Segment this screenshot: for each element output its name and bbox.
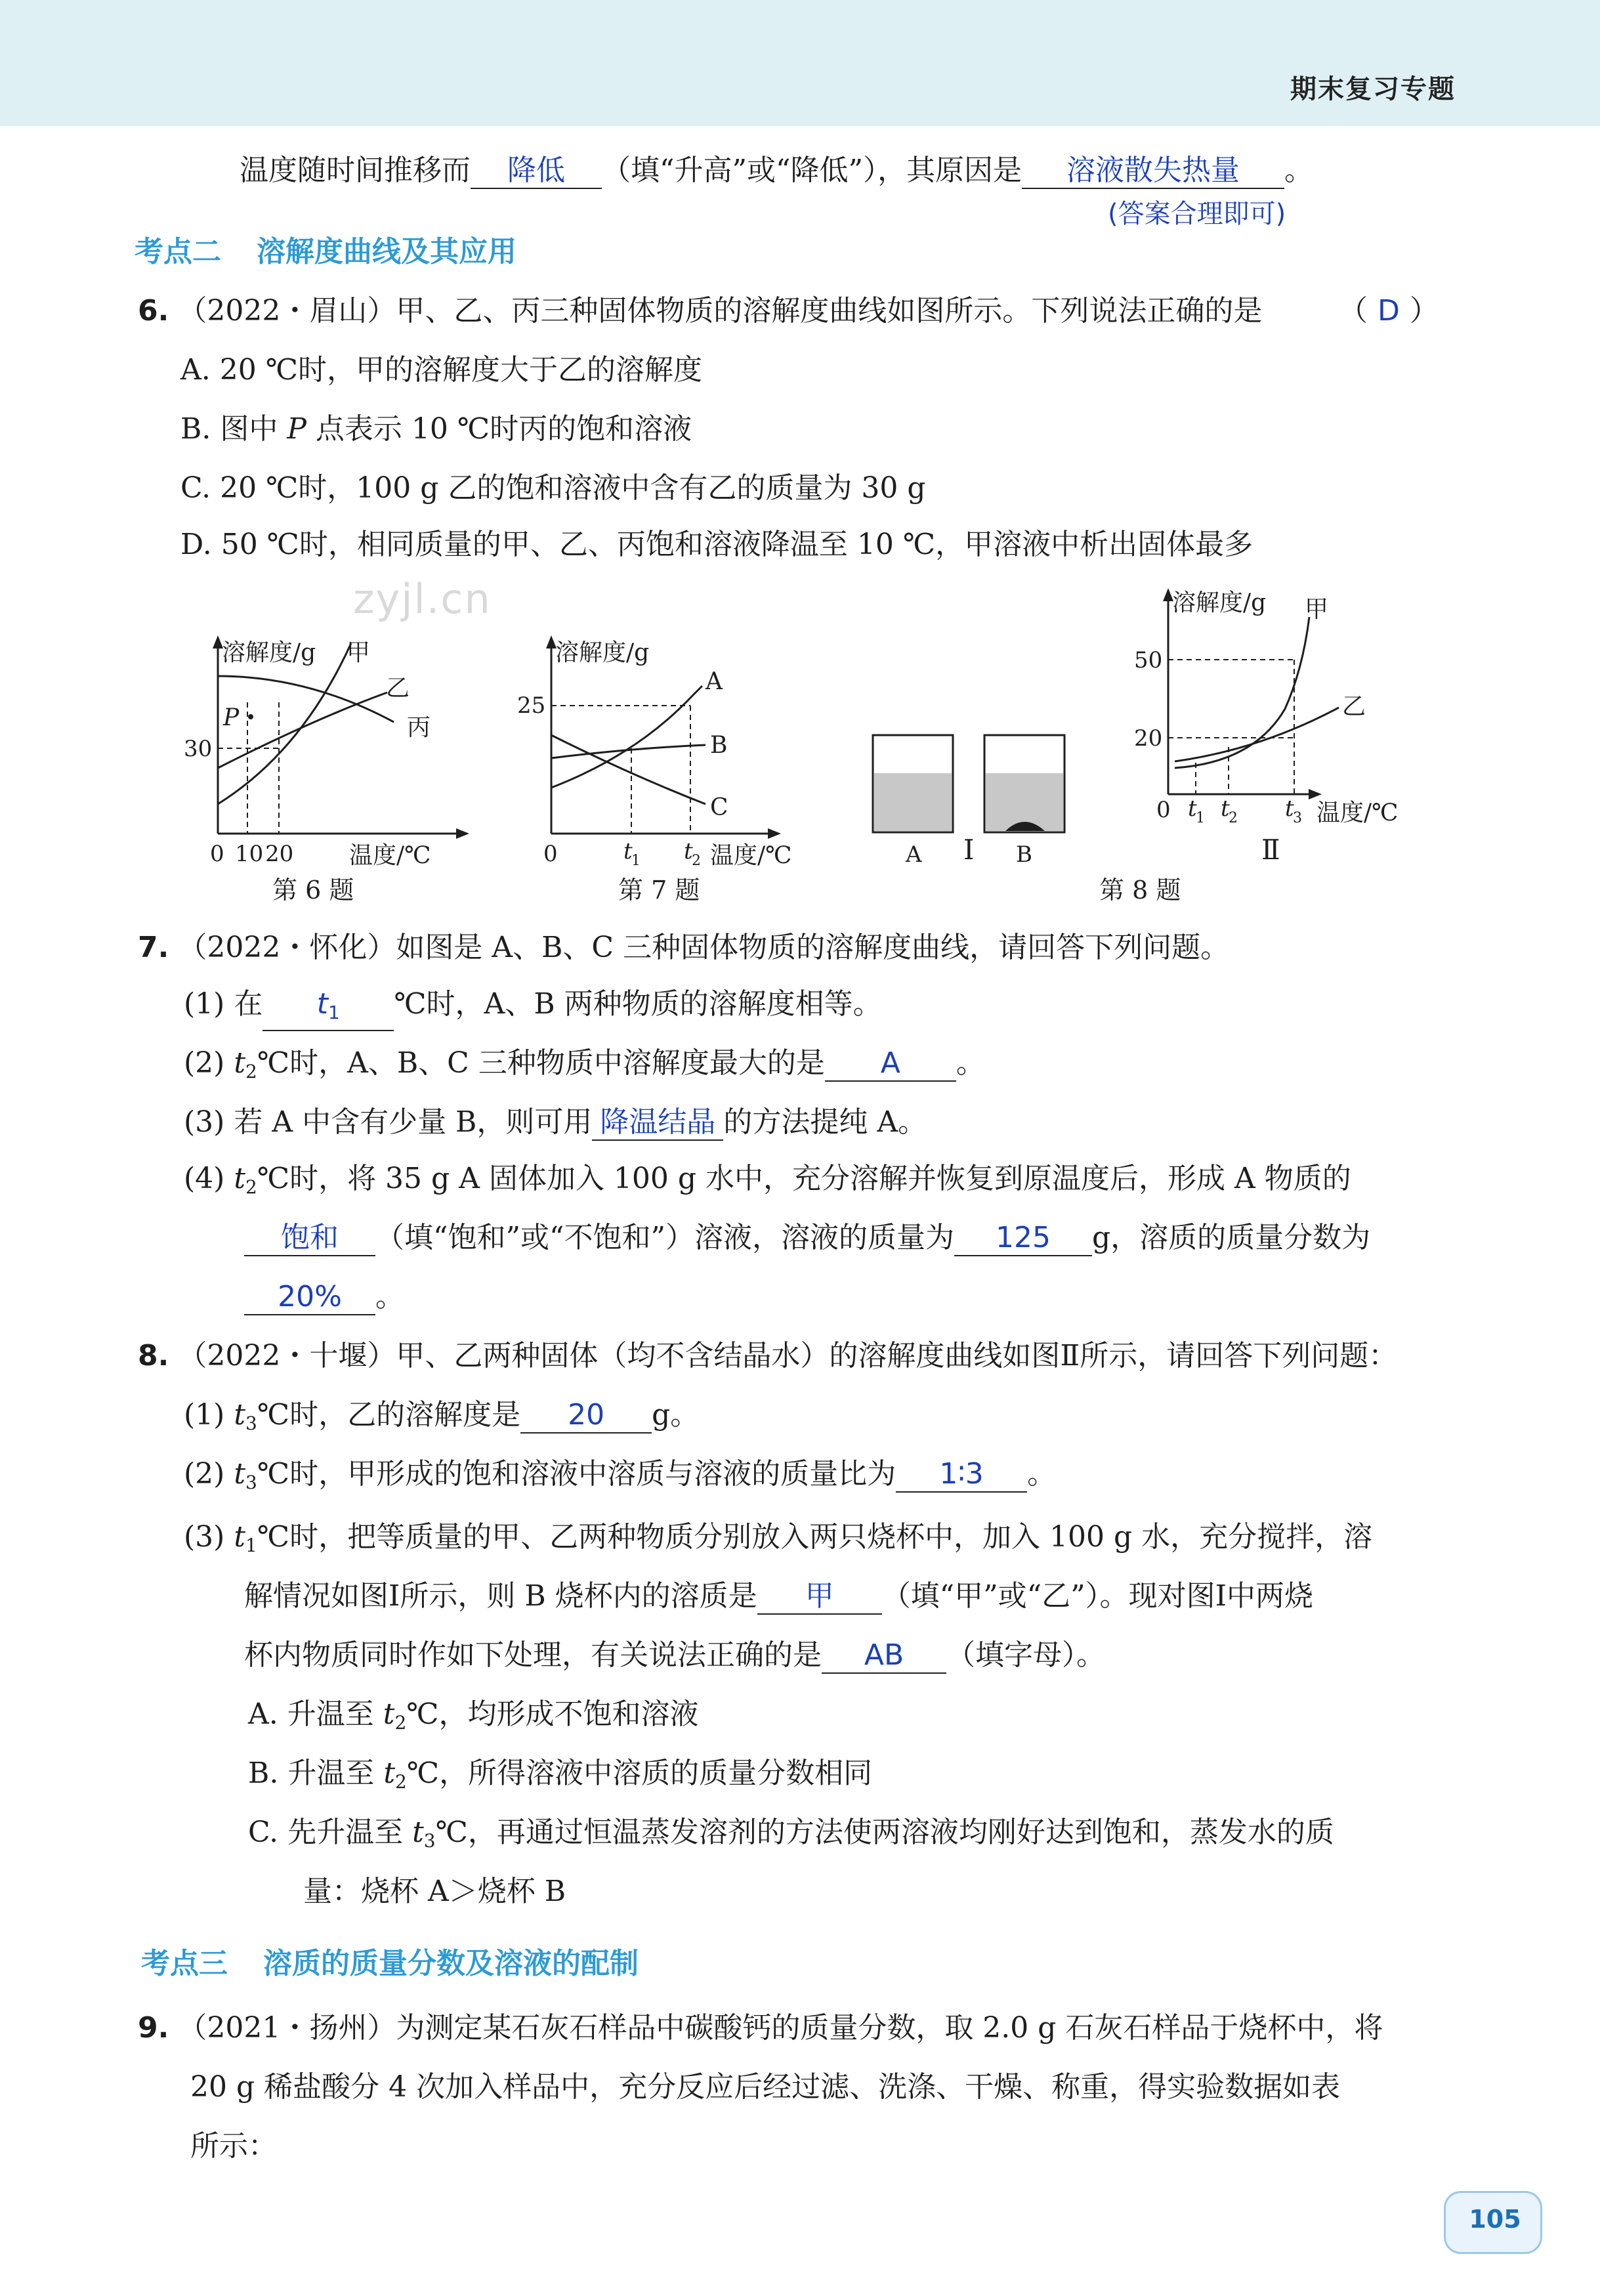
page-number-badge <box>1444 2191 1542 2254</box>
q8-part-3-t-sub: 1 <box>245 1535 257 1556</box>
q6-option-c-label: C. <box>180 471 211 505</box>
q8-part-2-post: 。 <box>1027 1457 1057 1491</box>
q7-part-2-post: 。 <box>956 1046 985 1080</box>
q7-part-4-label: (4) <box>184 1162 225 1195</box>
intro-blank-1 <box>471 154 602 189</box>
fig8-panel-i-label: Ⅰ <box>963 834 975 866</box>
figure-8-panel-i <box>860 689 1122 880</box>
q8-option-c-t-sub: 3 <box>423 1830 436 1852</box>
fig6-x-tick-10: 10 <box>235 841 264 867</box>
fig8-y-tick-50: 50 <box>1134 647 1163 673</box>
q8-part-1-post: g。 <box>652 1398 700 1432</box>
fig8-caption: 第 8 题 <box>1099 876 1181 904</box>
q7-part-1-answer-sub: 1 <box>328 1002 340 1023</box>
intro-note: (答案合理即可) <box>1108 199 1286 229</box>
fig7-curve-a <box>551 686 702 788</box>
fig8-x-arrow <box>1309 789 1322 799</box>
q6-stem: （2022・眉山）甲、乙、丙三种固体物质的溶解度曲线如图所示。下列说法正确的是 <box>178 294 1263 328</box>
fig7-curve-label-a: A <box>705 668 723 695</box>
q8-part-2-t-sub: 3 <box>245 1472 257 1493</box>
q6-answer: D <box>1378 294 1400 328</box>
q7-part-1-blank <box>263 987 394 1031</box>
q7-part-1-post: ℃时，A、B 两种物质的溶解度相等。 <box>394 987 882 1021</box>
q8-part-1-label: (1) <box>184 1398 225 1432</box>
q8-part-3-answer-1: 甲 <box>805 1579 834 1613</box>
fig7-xlabel: 温度/℃ <box>710 842 792 869</box>
q6-option-b-text: 点表示 10 ℃时丙的饱和溶液 <box>306 412 692 446</box>
fig8-curve-jia <box>1175 617 1309 768</box>
fig6-y-tick-30: 30 <box>184 736 213 762</box>
fig8-x-origin: 0 <box>1156 797 1171 823</box>
q8-part-2 <box>184 1455 1056 1502</box>
q8-option-b-post: ℃，所得溶液中溶质的质量分数相同 <box>406 1756 873 1790</box>
fig8-curve-label-jia: 甲 <box>1305 596 1329 623</box>
q8-option-a-post: ℃，均形成不饱和溶液 <box>406 1697 699 1731</box>
intro-prefix: 温度随时间推移而 <box>240 154 471 187</box>
fig6-xlabel: 温度/℃ <box>349 842 431 869</box>
fig8-curve-label-yi: 乙 <box>1342 693 1366 720</box>
q7-part-4-blank-2 <box>954 1221 1092 1256</box>
q8-stem: （2022・十堰）甲、乙两种固体（均不含结晶水）的溶解度曲线如图Ⅱ所示，请回答下列问题： <box>178 1339 1398 1372</box>
fig6-caption: 第 6 题 <box>272 876 354 904</box>
q8-option-b-pre: 升温至 <box>287 1756 384 1790</box>
q6-option-c <box>180 469 926 508</box>
q8-option-a-t-sub: 2 <box>394 1712 407 1733</box>
q7-part-1-answer: t <box>316 987 329 1021</box>
q8-option-c-line-2: 量：烧杯 A＞烧杯 B <box>303 1875 566 1908</box>
fig8-ylabel: 溶解度/g <box>1172 589 1267 616</box>
q6-stem-line <box>138 291 1262 331</box>
fig6-curve-yi <box>218 692 387 768</box>
section-2-label: 考点二 <box>135 235 221 268</box>
q7-part-3-pre: 若 A 中含有少量 B，则可用 <box>234 1105 593 1139</box>
q6-bracket-close: ） <box>1410 294 1439 328</box>
fig6-curve-label-bing: 丙 <box>407 714 431 741</box>
q7-part-4-answer-3: 20% <box>278 1280 342 1313</box>
fig8-curve-yi <box>1175 708 1339 761</box>
fig8-x-tick-t3-sub: 3 <box>1293 810 1302 826</box>
fig7-curve-label-c: C <box>710 794 728 821</box>
fig6-x-tick-0: 0 <box>210 841 224 867</box>
intro-middle: （填“升高”或“降低”），其原因是 <box>602 154 1022 187</box>
q7-part-3-post: 的方法提纯 A。 <box>723 1105 927 1139</box>
q6-option-b-point: P <box>287 412 306 446</box>
q6-option-b-label: B. <box>180 412 211 446</box>
fig8-x-tick-t1: t <box>1188 796 1197 822</box>
q9-line-2: 20 g 稀盐酸分 4 次加入样品中，充分反应后经过滤、洗涤、干燥、称重，得实验数据如表 <box>190 2070 1341 2104</box>
header-title: 期末复习专题 <box>1290 74 1456 104</box>
beaker-a-solution <box>874 773 952 831</box>
q8-part-1-pre: ℃时，乙的溶解度是 <box>257 1398 521 1432</box>
q7-part-2-answer: A <box>880 1046 900 1080</box>
q7-part-1 <box>184 985 882 1031</box>
q8-part-3-label: (3) <box>184 1520 225 1554</box>
q8-option-c-pre: 先升温至 <box>287 1816 413 1849</box>
fig8-xlabel: 温度/℃ <box>1316 799 1399 826</box>
q7-part-2-t-sub: 2 <box>245 1061 257 1082</box>
q8-part-2-blank <box>896 1457 1027 1493</box>
q6-bracket-open: （ <box>1339 294 1368 328</box>
q8-part-3-blank-1 <box>757 1579 882 1615</box>
q8-option-c <box>248 1813 1334 1861</box>
beaker-b-label: B <box>1016 841 1032 868</box>
q8-part-3-text-2-pre: 解情况如图Ⅰ所示，则 B 烧杯内的溶质是 <box>244 1579 757 1613</box>
q8-option-a <box>248 1695 699 1743</box>
q8-option-b-t-sub: 2 <box>395 1771 407 1793</box>
q9-line-1 <box>138 2009 1383 2048</box>
fig7-x-tick-t2-sub: 2 <box>692 853 701 869</box>
q7-part-2 <box>184 1044 985 1092</box>
q7-part-1-pre: 在 <box>234 987 263 1021</box>
q7-part-1-label: (1) <box>184 987 225 1021</box>
fig7-y-tick-25: 25 <box>517 692 546 719</box>
q8-option-b-t: t <box>383 1756 396 1790</box>
q8-option-b-label: B. <box>248 1756 279 1790</box>
q9-text-1: （2021・扬州）为测定某石灰石样品中碳酸钙的质量分数，取 2.0 g 石灰石样品于烧杯中，将 <box>178 2011 1383 2045</box>
figure-6 <box>177 630 486 880</box>
header-band <box>0 0 1600 126</box>
fig7-x-tick-t1: t <box>623 838 633 864</box>
q7-part-4-post-2: g，溶质的质量分数为 <box>1091 1221 1371 1254</box>
intro-blank-2 <box>1022 154 1284 189</box>
q8-part-3-line-1 <box>184 1518 1372 1565</box>
intro-answer-2: 溶液散失热量 <box>1066 154 1240 187</box>
q7-part-4-post-3: 。 <box>375 1280 404 1313</box>
q7-stem-line <box>138 928 1229 967</box>
q8-part-3-text-1: ℃时，把等质量的甲、乙两种物质分别放入两只烧杯中，加入 100 g 水，充分搅拌，溶 <box>257 1520 1373 1554</box>
q8-part-1-t: t <box>234 1398 246 1432</box>
q7-part-4-mid: （填“饱和”或“不饱和”）溶液，溶液的质量为 <box>375 1221 954 1254</box>
fig6-curve-label-yi: 乙 <box>386 675 410 702</box>
intro-line <box>240 151 1313 190</box>
intro-suffix: 。 <box>1284 154 1313 187</box>
fig6-x-tick-20: 20 <box>265 841 294 867</box>
q7-part-4-t: t <box>234 1162 246 1195</box>
q7-stem: （2022・怀化）如图是 A、B、C 三种固体物质的溶解度曲线，请回答下列问题。 <box>178 931 1230 964</box>
section-2-name: 溶解度曲线及其应用 <box>257 235 516 268</box>
q6-option-a <box>180 351 702 390</box>
fig8-panel-ii-label: Ⅱ <box>1261 834 1280 866</box>
fig8-x-tick-t2: t <box>1221 796 1230 822</box>
fig7-caption: 第 7 题 <box>618 876 700 904</box>
q8-option-c-post: ℃，再通过恒温蒸发溶剂的方法使两溶液均刚好达到饱和，蒸发水的质 <box>435 1816 1334 1849</box>
q7-part-2-label: (2) <box>184 1046 225 1080</box>
q7-part-4-line-2 <box>244 1218 1370 1258</box>
q9-number: 9. <box>138 2011 169 2045</box>
q6-option-b <box>180 410 692 449</box>
q8-option-a-pre: 升温至 <box>287 1697 383 1731</box>
q6-answer-bracket <box>1339 291 1439 331</box>
q7-part-4-t-sub: 2 <box>245 1176 257 1198</box>
q9-line-3: 所示： <box>190 2129 277 2163</box>
q8-part-3-text-3-post: （填字母）。 <box>946 1638 1105 1672</box>
q8-part-3-blank-2 <box>822 1638 946 1674</box>
fig7-ylabel: 溶解度/g <box>555 639 650 666</box>
q6-number: 6. <box>138 294 169 328</box>
q6-option-d-text: 50 ℃时，相同质量的甲、乙、丙饱和溶液降温至 10 ℃，甲溶液中析出固体最多 <box>221 528 1253 561</box>
fig6-point-p <box>248 714 253 719</box>
q8-part-1 <box>184 1395 699 1443</box>
q8-stem-line <box>138 1336 1397 1376</box>
fig7-curve-label-b: B <box>710 732 728 759</box>
q8-part-2-answer: 1∶3 <box>939 1457 984 1491</box>
q8-part-3-text-2-post: （填“甲”或“乙”）。现对图Ⅰ中两烧 <box>881 1579 1314 1613</box>
q8-part-3-line-2 <box>244 1577 1313 1616</box>
fig7-x-tick-t2: t <box>684 838 693 864</box>
fig6-x-arrow <box>456 828 469 839</box>
q8-part-2-t: t <box>234 1457 246 1491</box>
q7-part-4-line-3 <box>244 1277 404 1317</box>
figure-8-panel-ii <box>1116 578 1431 840</box>
q8-part-3-t: t <box>234 1520 246 1554</box>
q8-option-c-t: t <box>412 1816 424 1849</box>
fig6-curve-label-jia: 甲 <box>347 639 371 666</box>
q6-option-d <box>180 525 1253 564</box>
fig7-x-tick-t1-sub: 1 <box>631 853 641 869</box>
q8-option-c-label: C. <box>248 1816 279 1849</box>
q8-part-3-text-3-pre: 杯内物质同时作如下处理，有关说法正确的是 <box>244 1638 822 1672</box>
q6-option-a-label: A. <box>180 353 211 387</box>
q7-part-3 <box>184 1103 927 1142</box>
q7-part-3-blank <box>592 1105 723 1141</box>
fig6-ylabel: 溶解度/g <box>222 639 316 666</box>
q8-option-a-t: t <box>383 1697 395 1731</box>
q8-option-b <box>248 1754 872 1802</box>
q7-part-2-t: t <box>234 1046 246 1080</box>
q8-number: 8. <box>138 1339 169 1372</box>
page-number: 105 <box>1469 2205 1521 2234</box>
q7-part-2-blank <box>825 1046 956 1082</box>
q7-part-4-line-1 <box>184 1159 1351 1207</box>
intro-answer-1: 降低 <box>507 154 565 187</box>
q8-part-1-answer: 20 <box>568 1398 605 1432</box>
q8-part-3-answer-2: AB <box>864 1638 904 1672</box>
fig8-x-tick-t2-sub: 2 <box>1229 810 1238 826</box>
q7-number: 7. <box>138 931 169 964</box>
q6-option-b-pre: 图中 <box>220 412 287 446</box>
fig8-x-tick-t3: t <box>1285 796 1294 822</box>
fig8-x-tick-t1-sub: 1 <box>1196 810 1205 826</box>
section-3-name: 溶质的质量分数及溶液的配制 <box>263 1947 639 1980</box>
fig6-point-label: P <box>223 704 240 731</box>
q8-part-2-pre: ℃时，甲形成的饱和溶液中溶质与溶液的质量比为 <box>257 1457 896 1491</box>
q7-part-4-answer-2: 125 <box>995 1221 1051 1254</box>
q7-part-4-text-1: ℃时，将 35 g A 固体加入 100 g 水中，充分溶解并恢复到原温度后，形成 A 物质的 <box>257 1162 1351 1195</box>
section-2-title <box>135 228 516 270</box>
fig8-y-tick-20: 20 <box>1134 725 1163 752</box>
fig7-x-origin: 0 <box>543 841 558 867</box>
q8-part-2-label: (2) <box>184 1457 225 1491</box>
q6-option-c-text: 20 ℃时，100 g 乙的饱和溶液中含有乙的质量为 30 g <box>220 471 926 505</box>
q8-part-1-t-sub: 3 <box>245 1413 257 1434</box>
beaker-a-label: A <box>906 841 922 868</box>
q7-part-2-pre: ℃时，A、B、C 三种物质中溶解度最大的是 <box>257 1046 825 1080</box>
q6-option-d-label: D. <box>180 528 212 561</box>
q6-option-a-text: 20 ℃时，甲的溶解度大于乙的溶解度 <box>219 353 702 387</box>
q8-part-3-line-3 <box>244 1636 1105 1675</box>
watermark: zyjl.cn <box>353 575 492 623</box>
figure-7 <box>505 630 827 880</box>
fig7-x-arrow <box>768 828 781 839</box>
q8-part-1-blank <box>520 1398 652 1434</box>
q7-part-4-answer-1: 饱和 <box>281 1221 339 1254</box>
q8-option-a-label: A. <box>248 1697 278 1731</box>
q7-part-4-blank-1 <box>244 1221 375 1256</box>
q7-part-4-blank-3 <box>244 1280 375 1315</box>
section-3-title <box>141 1940 639 1982</box>
q7-part-3-label: (3) <box>184 1105 225 1139</box>
section-3-label: 考点三 <box>141 1947 228 1980</box>
q7-part-3-answer: 降温结晶 <box>600 1105 716 1139</box>
